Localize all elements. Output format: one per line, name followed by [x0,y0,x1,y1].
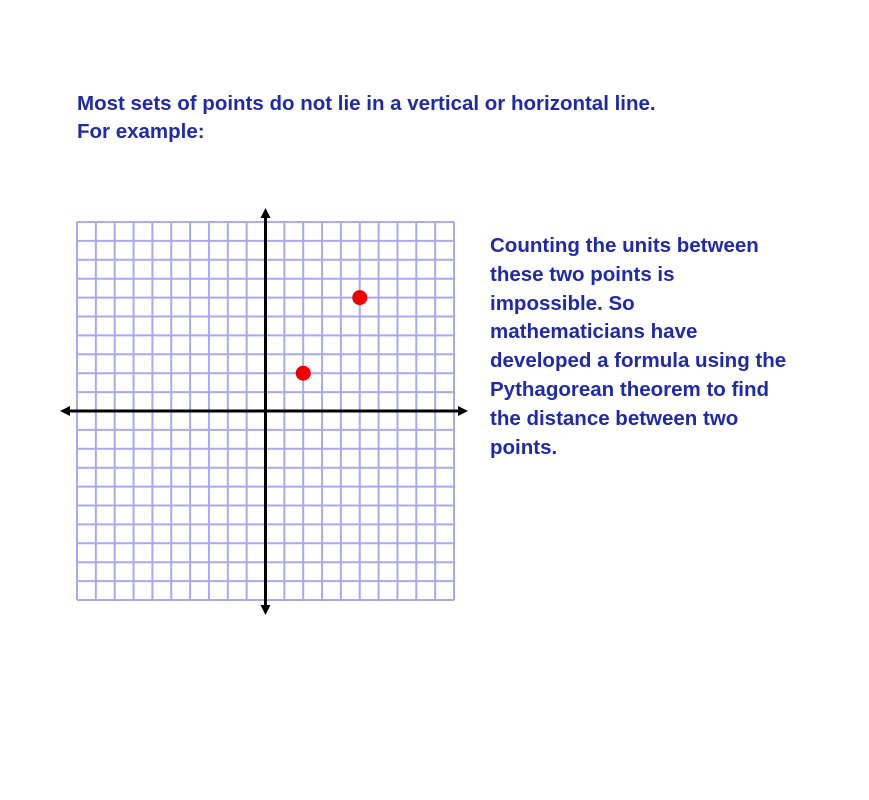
y-axis-arrow-bottom [261,605,271,615]
y-axis-arrow-top [261,208,271,218]
explanation-text: Counting the units between these two points is impossible. So mathematicians have developed a formula using the Pythagorean theorem to find the distance between two points. [490,234,787,459]
data-point [296,366,311,381]
x-axis-arrow-right [458,406,468,416]
x-axis-arrow-left [60,406,70,416]
intro-line-1: Most sets of points do not lie in a vertical or horizontal line. [77,92,656,115]
data-point [352,290,367,305]
axes [60,208,468,615]
intro-line-2: For example: [77,120,205,143]
